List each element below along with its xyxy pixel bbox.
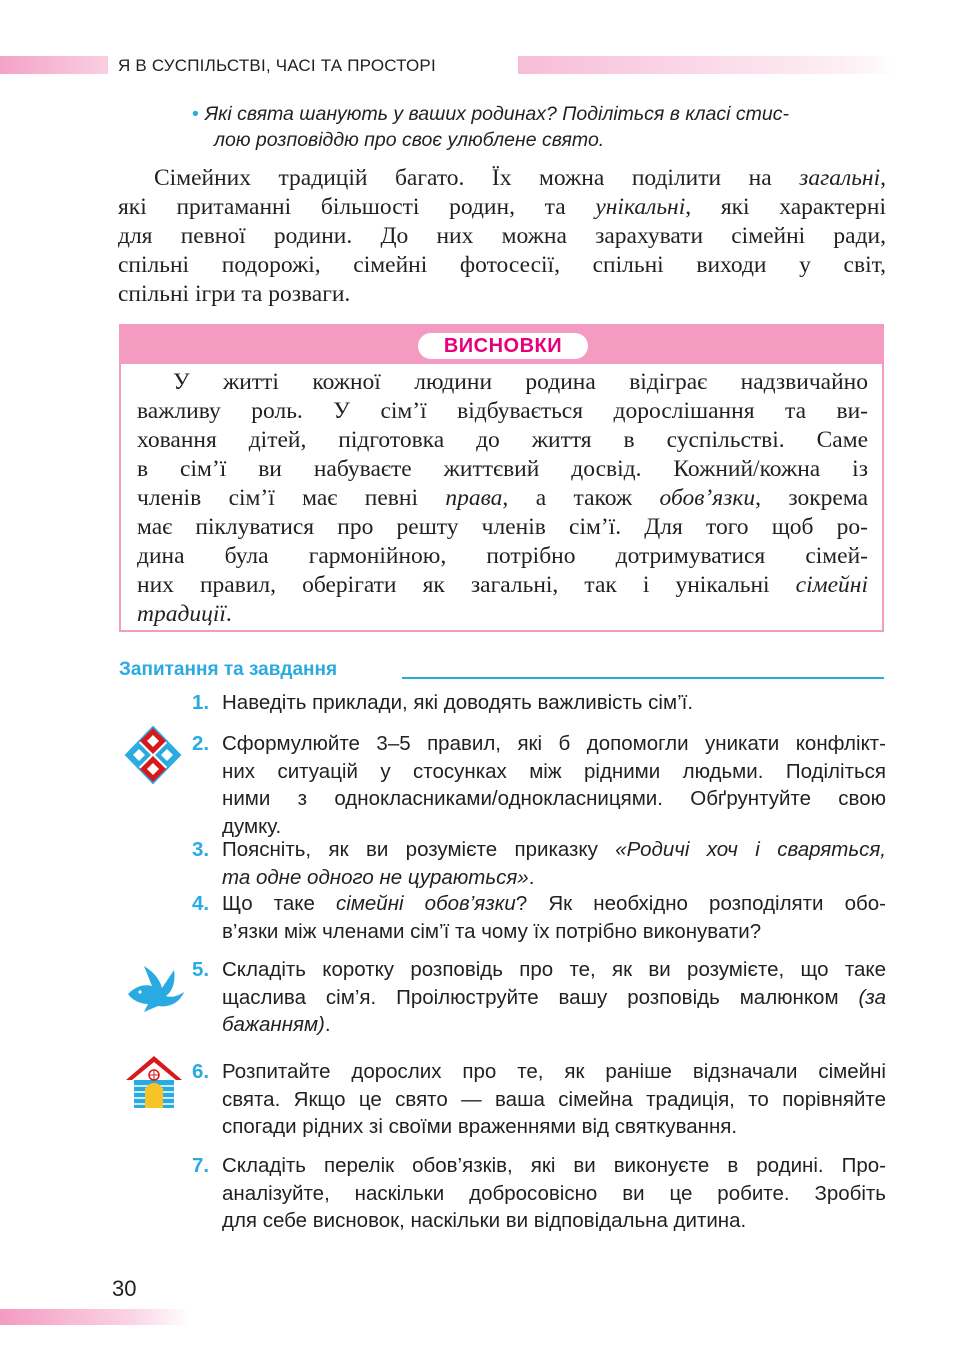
emphasis-text: «Родичі хоч і сваряться, (615, 838, 886, 861)
task-text (222, 730, 886, 840)
text-segment: , а також (502, 485, 660, 511)
text-line (137, 542, 868, 571)
page-number: 30 (112, 1276, 137, 1301)
text-line (222, 1113, 886, 1141)
text-segment: ? Як необхідно розподіляти обо- (515, 892, 887, 915)
text-line (222, 1011, 886, 1039)
text-segment: свята. Якщо це свято — ваша сімейна традиція, то порівняйте (222, 1087, 886, 1111)
task-number: 6. (192, 1060, 210, 1083)
text-segment: Складіть коротку розповідь про те, як ви розумієте, що таке (222, 958, 886, 981)
task-item (192, 1152, 886, 1235)
dove-icon (122, 960, 188, 1014)
text-line (137, 484, 868, 513)
text-line (118, 164, 886, 193)
section-title: Запитання та завдання (119, 659, 338, 680)
emphasis-text: обов’язки (659, 485, 756, 511)
text-line (222, 689, 886, 717)
text-line (222, 1207, 886, 1235)
emphasis-text: (за (858, 985, 886, 1009)
text-line (137, 513, 868, 542)
text-segment: , зокрема (755, 485, 868, 511)
text-line (118, 222, 886, 251)
text-segment: членів сім’ї має певні (137, 485, 446, 511)
running-head: Я В СУСПІЛЬСТВІ, ЧАСІ ТА ПРОСТОРІ (118, 56, 436, 75)
text-segment: в сім’ї ви набуваєте життєвий досвід. Кожний/кожна із (137, 456, 868, 482)
intro-paragraph (118, 164, 886, 309)
emphasis-text: загальні (799, 165, 881, 191)
conclusions-text (137, 368, 868, 629)
task-number: 5. (192, 958, 210, 981)
text-segment: спогади рідних зі своїми враженнями від святкування. (222, 1115, 738, 1138)
text-line (137, 368, 868, 397)
emphasis-text: бажанням) (222, 1013, 325, 1036)
text-segment: в’язки між членами сім’ї та чому їх потрібно виконувати? (222, 919, 762, 943)
text-line (222, 864, 886, 892)
text-line (222, 890, 886, 918)
task-text (222, 1058, 886, 1141)
emphasis-text: сімейні (795, 572, 868, 598)
text-segment: Розпитайте дорослих про те, як раніше відзначали сімейні (222, 1060, 886, 1083)
task-text (222, 890, 886, 945)
task-item (192, 956, 886, 1039)
emphasis-text: та одне одного не цураються» (222, 865, 529, 889)
text-line (222, 836, 886, 864)
conclusions-header (121, 326, 882, 364)
task-text (222, 836, 886, 891)
text-segment: спільні подорожі, сімейні фотосесії, спільні виходи у світ, (118, 252, 886, 278)
task-item (192, 836, 886, 891)
text-line (222, 1086, 886, 1114)
task-item (192, 1058, 886, 1141)
header-band-right (518, 56, 898, 74)
text-segment: . (528, 865, 535, 889)
text-line (222, 984, 886, 1012)
task-number: 3. (192, 838, 210, 861)
text-segment: Що таке (222, 892, 337, 915)
text-segment: дина була гармонійною, потрібно дотримуватися сімей- (137, 543, 868, 569)
text-line (137, 600, 868, 629)
text-line (222, 758, 886, 786)
text-segment: має піклуватися про решту членів сім’ї. Для того щоб ро- (137, 514, 868, 540)
text-segment: , які характерні (685, 194, 886, 220)
text-segment: аналізуйте, наскільки добросовісно ви це робите. Зробіть (222, 1181, 886, 1205)
text-line (137, 571, 868, 600)
text-segment: спільні ігри та розваги. (118, 281, 351, 307)
text-segment: У житті кожної людини родина відіграє надзвичайно (173, 369, 868, 395)
text-line (222, 1058, 886, 1086)
bullet-line-1: Які свята шанують у ваших родинах? Поділіться в класі стис- (204, 103, 789, 125)
header-band-left (0, 56, 108, 74)
text-line (118, 193, 886, 222)
text-segment: них ситуацій у стосунках між рідними людьми. Поділіться (222, 759, 886, 783)
text-line (137, 397, 868, 426)
text-segment: них правил, оберігати як загальні, так і унікальні (137, 572, 796, 598)
ornament-diamond-icon (118, 726, 188, 784)
task-text (222, 1152, 886, 1235)
text-segment: Сформулюйте 3–5 правил, які б допомогли уникати конфлікт- (222, 732, 886, 755)
section-rule (402, 677, 884, 679)
task-item (192, 730, 886, 840)
task-text (222, 689, 886, 717)
text-line (222, 956, 886, 984)
text-segment: . (324, 1013, 331, 1036)
task-number: 7. (192, 1154, 210, 1177)
text-line (222, 1180, 886, 1208)
text-segment: щаслива сім’я. Проілюструйте вашу розповідь малюнком (222, 985, 859, 1009)
bullet-dot: • (192, 103, 199, 125)
text-segment: . (225, 601, 232, 627)
text-line (222, 785, 886, 813)
text-line (118, 280, 886, 309)
task-item (192, 890, 886, 945)
text-segment: для себе висновок, наскільки ви відповідальна дитина. (222, 1209, 747, 1232)
text-segment: Наведіть приклади, які доводять важливість сім’ї. (222, 691, 694, 714)
text-line (222, 730, 886, 758)
emphasis-text: традиції (137, 601, 226, 627)
task-item (192, 689, 886, 717)
text-segment: Сімейних традицій багато. Їх можна поділити на (154, 165, 800, 191)
emphasis-text: сімейні обов’язки (336, 892, 516, 915)
conclusions-title: ВИСНОВКИ (418, 333, 588, 359)
text-segment: для певної родини. До них можна зарахувати сімейні ради, (118, 223, 886, 249)
text-segment: важливу роль. У сім’ї відбувається дорослішання та ви- (137, 398, 868, 424)
emphasis-text: права (445, 485, 503, 511)
text-segment: Складіть перелік обов’язків, які ви виконуєте в родині. Про- (222, 1154, 886, 1177)
text-segment: які притаманні більшості родин, та (118, 194, 596, 220)
task-number: 2. (192, 732, 210, 755)
text-line (137, 455, 868, 484)
house-icon (124, 1054, 184, 1110)
task-number: 1. (192, 691, 210, 714)
text-line (222, 1152, 886, 1180)
text-line (137, 426, 868, 455)
bullet-question (192, 101, 888, 153)
text-segment: думку. (222, 814, 282, 838)
footer-band (0, 1309, 190, 1325)
text-segment: , (880, 165, 886, 191)
text-line (118, 251, 886, 280)
bullet-line-2: лою розповіддю про своє улюблене свято. (214, 129, 605, 151)
task-number: 4. (192, 892, 210, 915)
text-segment: ховання дітей, підготовка до життя в суспільстві. Саме (137, 427, 868, 453)
text-segment: Поясніть, як ви розумієте приказку (222, 838, 616, 861)
task-text (222, 956, 886, 1039)
text-line (222, 918, 886, 946)
text-segment: ними з однокласниками/однокласницями. Обґрунтуйте свою (222, 787, 886, 810)
emphasis-text: унікальні (595, 194, 686, 220)
